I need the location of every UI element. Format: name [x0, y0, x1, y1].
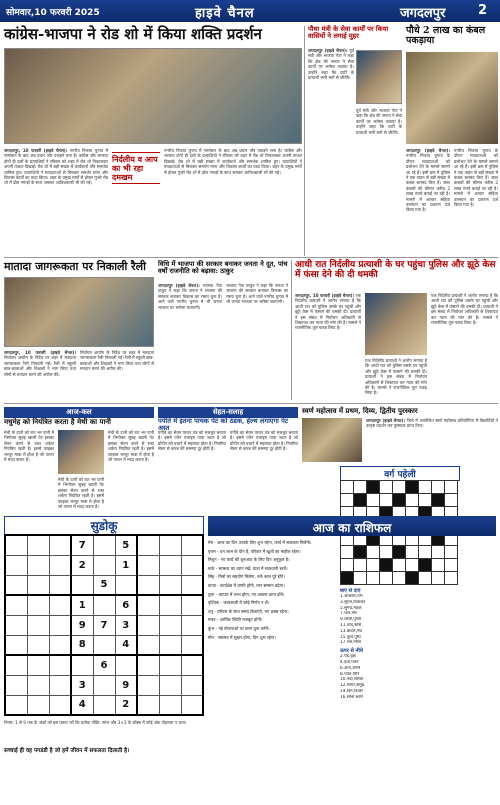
sudoku-cell[interactable] [181, 615, 203, 635]
story2-body [406, 148, 450, 254]
story4-headline[interactable]: मातादा जागरूकता पर निकाली रैली [4, 260, 146, 273]
sudoku-cell[interactable] [5, 575, 27, 595]
row-divider [4, 257, 498, 258]
sudoku-cell[interactable]: 3 [71, 675, 93, 695]
story6-body-cont2 [431, 293, 498, 400]
crossword-clues [340, 588, 496, 802]
sudoku-cell[interactable] [159, 575, 181, 595]
story4-text: निर्वाचन आयोग के निर्देश पर शहर में मतदाता जागरूकता रैली निकाली गई। रैली में स्कूली छात्र-छात्राओं और शिक्षकों ने भाग लिया तथा लोगों से मतदान करने की अपील की। [4, 355, 76, 377]
sudoku-cell[interactable] [181, 695, 203, 715]
sudoku-cell[interactable] [137, 655, 159, 675]
roadshow-photo [4, 48, 302, 144]
sudoku-cell[interactable] [181, 595, 203, 615]
sudoku-cell[interactable] [93, 535, 115, 555]
sudoku-cell[interactable]: 9 [115, 675, 137, 695]
sudoku-grid[interactable] [4, 534, 204, 716]
rashifal-list [208, 540, 336, 802]
story2-body-cont [454, 148, 498, 254]
health-text-cont: मेथी के दानों को रात भर पानी में भिगोकर सुबह खाली पेट इसका सेवन करने से रक्त शर्करा नियंत्रित रहती है। इसमें फाइबर भरपूर मात्रा में होता है जो पाचन में मदद करता है। [58, 477, 104, 510]
sudoku-cell[interactable] [137, 575, 159, 595]
story3-body-cont [356, 108, 402, 254]
page-number: 2 [478, 3, 488, 18]
sudoku-cell[interactable] [137, 695, 159, 715]
rashi-item: सिंह - मित्रों का सहयोग मिलेगा, रुके काम पूरे होंगे। [208, 574, 285, 580]
rashi-item: कुंभ - नई योजनाओं पर काम शुरू करेंगे। [208, 625, 270, 631]
sudoku-title: सुडोकू [4, 516, 204, 535]
story6-text-cont2: एक निर्दलीय प्रत्याशी ने आरोप लगाया है कि आधी रात को पुलिस उसके घर पहुंची और झूठे केस में फंसाने की धमकी दी। प्रत्याशी ने इस संबंध में निर्वाचन अधिकारी से शिकायत कर न्याय की मांग की है। मामले ने राजनीतिक तूल पकड़ लिया है। [431, 293, 498, 326]
rashi-item: मीन - स्वास्थ्य में सुधार होगा, दिन शुभ रहेगा। [208, 634, 276, 640]
clue-item: 12.सागर,समुद्र [340, 683, 365, 689]
sudoku-cell[interactable] [71, 575, 93, 595]
story1-text-cont: नगरीय निकाय चुनाव में नामांकन के बाद अब प्रचार जोर पकड़ने लगा है। कांग्रेस और भाजपा दोनों ही दलों के प्रत्याशियों ने रविवार को शहर में रोड शो निकालकर अपनी ताकत दिखाई। रोड शो में बड़ी संख्या में कार्यकर्ता और समर्थक शामिल हुए। प्रत्याशियों ने मतदाताओं से मिलकर समर्थन मांगा और विकास कार्यों का वादा किया। शहर के प्रमुख मार्गों से होकर गुजरे रोड शो में ढोल नगाड़ों के साथ जमकर आतिशबाजी भी की गई। [164, 148, 302, 175]
clue-item: 10.नदी,सरिता [340, 677, 364, 683]
sudoku-cell[interactable] [137, 535, 159, 555]
story3-body [308, 48, 354, 178]
sudoku-cell[interactable]: 1 [115, 555, 137, 575]
story2-dateline: जगदलपुर (हाइवे चैनल)। [406, 148, 450, 153]
sudoku-cell[interactable] [159, 615, 181, 635]
sudoku-cell[interactable] [49, 535, 71, 555]
sudoku-cell[interactable] [115, 575, 137, 595]
sudoku-cell[interactable] [159, 635, 181, 655]
story4-dateline: जगदलपुर, 10 फरवरी (हाइवे चैनल)। [4, 350, 76, 355]
sudoku-cell[interactable] [181, 575, 203, 595]
story1-text: नगरीय निकाय चुनाव में नामांकन के बाद अब प्रचार जोर पकड़ने लगा है। कांग्रेस और भाजपा दोनों ही दलों के प्रत्याशियों ने रविवार को शहर में रोड शो निकालकर अपनी ताकत दिखाई। रोड शो में बड़ी संख्या में कार्यकर्ता और समर्थक शामिल हुए। प्रत्याशियों ने मतदाताओं से मिलकर समर्थन मांगा और विकास कार्यों का वादा किया। शहर के प्रमुख मार्गों से होकर गुजरे रोड शो में ढोल नगाड़ों के साथ जमकर आतिशबाजी भी की गई। [4, 148, 108, 186]
story5-headline[interactable]: विधि में भाजपा की सरकार बनाकर जनता ने दूत, पांच वर्षों राजनीति को बढ़ावा: ठाकुर [158, 260, 288, 276]
health2-text: पपीते का सेवन पाचन तंत्र को मजबूत बनाता है। इसमें पपेन एंजाइम पाया जाता है जो प्रोटीन को पचाने में सहायक होता है। नियमित सेवन से कब्ज की समस्या दूर होती है। [158, 430, 226, 452]
sudoku-cell[interactable] [49, 655, 71, 675]
clue-item: 11.चांद,शशि [340, 622, 362, 628]
sudoku-cell[interactable] [27, 655, 49, 675]
sudoku-cell[interactable] [27, 635, 49, 655]
sudoku-rules: नियम: 1 से 9 तक के अंकों को इस प्रकार भरें कि प्रत्येक पंक्ति, स्तंभ और 3×3 के बॉक्स में कोई अंक दोहराया न जाए। [4, 720, 187, 725]
sudoku-cell[interactable]: 7 [93, 615, 115, 635]
clues-across [340, 594, 496, 646]
row-divider-2 [4, 403, 498, 404]
health2-body [158, 430, 226, 510]
sudoku-cell[interactable]: 4 [115, 635, 137, 655]
sudoku-cell[interactable] [5, 555, 27, 575]
story4-body-cont [80, 350, 154, 400]
sudoku-cell[interactable] [93, 675, 115, 695]
story3-text-cont: पूर्व मंत्री और भाजपा नेता ने कहा कि क्षेत्र की जनता ने सेवा कार्यों पर भरोसा जताया है। उन्होंने कहा कि पार्टी के प्रत्याशी भारी मतों से जीतेंगे। [356, 108, 402, 135]
clue-item: 6.आग,अग्नि [340, 665, 361, 671]
sudoku-cell[interactable] [27, 675, 49, 695]
clue-item: 17.रात,निशा [340, 640, 362, 646]
sudoku-cell[interactable] [159, 695, 181, 715]
clues-across-title: बाएं से दाएं [340, 588, 361, 594]
sudoku-cell[interactable]: 7 [71, 535, 93, 555]
sudoku-cell[interactable]: 4 [71, 695, 93, 715]
health2-headline[interactable]: पपीते में इतना पाचक पेट को ठंडक, हेल्थ लगाएगा पेट अस्त [158, 417, 289, 433]
story1-body-cont [164, 148, 302, 254]
sudoku-cell[interactable] [49, 675, 71, 695]
story5-dateline: जगदलपुर (हाइवे चैनल)। [158, 283, 200, 288]
sudoku-cell[interactable] [181, 675, 203, 695]
sudoku-cell[interactable] [137, 615, 159, 635]
clue-item: 3.सूरज,दिवाकर [340, 599, 366, 605]
sudoku-cell[interactable]: 6 [115, 595, 137, 615]
health-text-cont2: मेथी के दानों को रात भर पानी में भिगोकर सुबह खाली पेट इसका सेवन करने से रक्त शर्करा नियंत्रित रहती है। इसमें फाइबर भरपूर मात्रा में होता है जो पाचन में मदद करता है। [108, 430, 154, 463]
story6-dateline: जगदलपुर, 10 फरवरी (हाइवे चैनल)। [295, 293, 355, 298]
story5-text-cont: भाजपा नेता ठाकुर ने कहा कि जनता ने भाजपा की सरकार बनाकर विकास का रास्ता चुना है। आने वाले नगरीय चुनाव में भी जनता भाजपा पर भरोसा जताएगी। [226, 283, 288, 305]
rashi-item: धनु - परिवार के साथ समय बिताएंगे, मन प्रसन्न रहेगा। [208, 608, 289, 614]
story7-body [366, 418, 498, 462]
sudoku-cell[interactable] [181, 555, 203, 575]
issue-date: सोमवार,10 फरवरी 2025 [6, 8, 100, 18]
story3-text: पूर्व मंत्री और भाजपा नेता ने कहा कि क्षेत्र की जनता ने सेवा कार्यों पर भरोसा जताया है। उन्होंने कहा कि पार्टी के प्रत्याशी भारी मतों से जीतेंगे। [308, 48, 354, 81]
sudoku-cell[interactable] [93, 555, 115, 575]
sudoku-cell[interactable] [5, 695, 27, 715]
newspaper-brand[interactable]: हाइवे चैनल [195, 6, 255, 21]
sudoku-cell[interactable] [5, 535, 27, 555]
blankets-photo [406, 52, 498, 144]
health-headline[interactable]: मधुमेह को नियंत्रित करता है मेथी का पानी [4, 417, 111, 426]
sudoku-cell[interactable] [137, 595, 159, 615]
rashi-item: मकर - आर्थिक स्थिति मजबूत होगी। [208, 617, 263, 623]
rashi-item: कन्या - कार्यक्षेत्र में प्रगति होगी, मान सम्मान बढ़ेगा। [208, 582, 285, 588]
health2-section-title: सेहत-सलाह [158, 407, 298, 418]
crossword-title: वर्ग पहेली [340, 466, 460, 481]
rashi-item: कर्क - स्वास्थ्य का ध्यान रखें, यात्रा में सावधानी बरतें। [208, 565, 288, 571]
health-body-cont [58, 477, 104, 510]
sudoku-cell[interactable] [181, 655, 203, 675]
story4-text-cont: निर्वाचन आयोग के निर्देश पर शहर में मतदाता जागरूकता रैली निकाली गई। रैली में स्कूली छात्र-छात्राओं और शिक्षकों ने भाग लिया तथा लोगों से मतदान करने की अपील की। [80, 350, 154, 372]
sudoku-cell[interactable] [71, 655, 93, 675]
sudoku-cell[interactable]: 5 [115, 535, 137, 555]
health-text: मेथी के दानों को रात भर पानी में भिगोकर सुबह खाली पेट इसका सेवन करने से रक्त शर्करा नियंत्रित रहती है। इसमें फाइबर भरपूर मात्रा में होता है जो पाचन में मदद करता है। [4, 430, 54, 463]
clue-item: 14.दिन,दिवस [340, 688, 363, 694]
story4-body [4, 350, 76, 400]
story2-text-cont: नगरीय निकाय चुनाव के दौरान मतदाताओं को प्रलोभन देने के मामले सामने आ रहे हैं। इसी क्रम में पुलिस ने एक वाहन से बड़ी संख्या में कंबल बरामद किए हैं। जब्त कंबलों की कीमत करीब 2 लाख रुपये बताई जा रही है। मामले में आचार संहिता उल्लंघन का प्रकरण दर्ज किया गया है। [454, 148, 498, 208]
rashi-item: तुला - व्यापार में लाभ होगा, नए अवसर प्राप्त होंगे। [208, 591, 285, 597]
clue-item: 15.फूल,पुष्प [340, 634, 361, 640]
sudoku-cell[interactable] [137, 555, 159, 575]
thought-of-day: सच्चाई ही वह पगडंडी है जो हमें जीवन में सफलता दिलाती है। [4, 748, 130, 754]
sudoku-cell[interactable] [49, 635, 71, 655]
story7-headline[interactable]: स्वर्ण महोत्सव में प्रथम, दिव्य, द्वितीय पुरस्कार [302, 406, 418, 415]
story5-body [158, 283, 222, 400]
story1-pullquote: निर्दलीय व आप का भी रहा दमखम [112, 152, 160, 184]
clue-item: 7.जल,नीर [340, 611, 357, 617]
methi-photo [58, 430, 104, 474]
sudoku-cell[interactable] [159, 535, 181, 555]
health-body [4, 430, 54, 510]
story6-headline[interactable]: आधी रात निर्दलीय प्रत्याशी के घर पहुंचा पुलिस और झूठे केस में फंसा देने की दी धमकी [295, 260, 496, 280]
sudoku-cell[interactable] [93, 595, 115, 615]
sudoku-cell[interactable]: 9 [71, 615, 93, 635]
sudoku-cell[interactable] [5, 615, 27, 635]
sudoku-cell[interactable]: 6 [93, 655, 115, 675]
sudoku-cell[interactable] [159, 655, 181, 675]
story7-dateline: जगदलपुर (हाइवे चैनल)। [366, 418, 406, 423]
story3-dateline: जगदलपुर (हाइवे चैनल)। [308, 48, 348, 53]
rashi-item: वृश्चिक - जल्दबाजी में कोई निर्णय न लें। [208, 600, 270, 606]
sudoku-cell[interactable] [49, 695, 71, 715]
sudoku-cell[interactable] [5, 655, 27, 675]
health-section-title: आज-कल [4, 407, 154, 418]
sudoku-cell[interactable] [5, 595, 27, 615]
health2-text-cont: पपीते का सेवन पाचन तंत्र को मजबूत बनाता है। इसमें पपेन एंजाइम पाया जाता है जो प्रोटीन को पचाने में सहायक होता है। नियमित सेवन से कब्ज की समस्या दूर होती है। [230, 430, 298, 452]
sudoku-cell[interactable] [159, 555, 181, 575]
story3-headline[interactable]: पौधा मंत्री के सेवा कार्यों पर किया वासियों ने लगाई मुहर [308, 25, 389, 41]
health2-body-cont [230, 430, 298, 510]
sudoku-cell[interactable] [181, 535, 203, 555]
masthead-bar [0, 0, 500, 22]
rashi-item: मेष - आज का दिन आपके लिए शुभ रहेगा, कार्य में सफलता मिलेगी। [208, 540, 312, 545]
sudoku-cell[interactable] [5, 635, 27, 655]
sudoku-cell[interactable] [49, 595, 71, 615]
sudoku-cell[interactable] [137, 635, 159, 655]
sudoku-cell[interactable] [27, 595, 49, 615]
clue-item: 1.आकाश,नभ [340, 594, 363, 599]
sudoku-cell[interactable] [27, 555, 49, 575]
sudoku-cell[interactable] [159, 595, 181, 615]
sudoku-cell[interactable] [159, 675, 181, 695]
story7-text: जिले में आयोजित स्वर्ण महोत्सव प्रतियोगिता में विद्यार्थियों ने उत्कृष्ट प्रदर्शन कर पुरस्कार प्राप्त किए। [366, 418, 498, 429]
rashifal-title: आज का राशिफल [208, 516, 496, 536]
clue-item: 13.बादल,मेघ [340, 628, 363, 634]
sudoku-cell[interactable] [93, 635, 115, 655]
clues-down-title: ऊपर से नीचे [340, 648, 363, 655]
sudoku-cell[interactable]: 2 [115, 695, 137, 715]
sudoku-cell[interactable] [115, 655, 137, 675]
sudoku-cell[interactable] [5, 675, 27, 695]
clue-item: 5.सुगंध,महक [340, 605, 362, 611]
sudoku-cell[interactable] [49, 555, 71, 575]
column-divider [304, 26, 305, 256]
story2-headline[interactable]: पौधे 2 लाख का कंबल पकड़ाया [406, 25, 486, 47]
sudoku-cell[interactable]: 1 [71, 595, 93, 615]
story5-body-cont [226, 283, 288, 400]
story1-dateline: जगदलपुर, 10 फरवरी (हाइवे चैनल)। [4, 148, 68, 153]
story1-body [4, 148, 108, 254]
rashi-item: वृषभ - धन लाभ के योग हैं, परिवार में खुशी का माहौल रहेगा। [208, 548, 301, 554]
health-body-cont2 [108, 430, 154, 510]
story6-text: एक निर्दलीय प्रत्याशी ने आरोप लगाया है कि आधी रात को पुलिस उसके घर पहुंची और झूठे केस में फंसाने की धमकी दी। प्रत्याशी ने इस संबंध में निर्वाचन अधिकारी से शिकायत कर न्याय की मांग की है। मामले ने राजनीतिक तूल पकड़ लिया है। [295, 293, 361, 331]
story5-text: भाजपा नेता ठाकुर ने कहा कि जनता ने भाजपा की सरकार बनाकर विकास का रास्ता चुना है। आने वाले नगरीय चुनाव में भी जनता भाजपा पर भरोसा जताएगी। [158, 283, 222, 310]
sudoku-cell[interactable] [27, 695, 49, 715]
clue-item: 4.हवा,पवन [340, 659, 359, 665]
story6-body-cont [365, 358, 427, 400]
sudoku-cell[interactable] [49, 615, 71, 635]
clue-item: 16.सोना,स्वर्ण [340, 694, 363, 700]
award-photo [302, 418, 362, 462]
edition-city: जगदलपुर [400, 6, 446, 21]
sudoku-cell[interactable] [27, 615, 49, 635]
sudoku-cell[interactable] [27, 575, 49, 595]
clues-down [340, 654, 496, 700]
sudoku-cell[interactable] [49, 575, 71, 595]
sudoku-cell[interactable] [137, 675, 159, 695]
story6-text-cont: एक निर्दलीय प्रत्याशी ने आरोप लगाया है कि आधी रात को पुलिस उसके घर पहुंची और झूठे केस में फंसाने की धमकी दी। प्रत्याशी ने इस संबंध में निर्वाचन अधिकारी से शिकायत कर न्याय की मांग की है। मामले ने राजनीतिक तूल पकड़ लिया है। [365, 358, 427, 396]
rally-photo [4, 277, 154, 347]
sudoku-cell[interactable] [93, 695, 115, 715]
sudoku-cell[interactable]: 3 [115, 615, 137, 635]
leader-photo [356, 50, 402, 104]
story6-body [295, 293, 361, 400]
sudoku-cell[interactable]: 8 [71, 635, 93, 655]
story2-text: नगरीय निकाय चुनाव के दौरान मतदाताओं को प्रलोभन देने के मामले सामने आ रहे हैं। इसी क्रम में पुलिस ने एक वाहन से बड़ी संख्या में कंबल बरामद किए हैं। जब्त कंबलों की कीमत करीब 2 लाख रुपये बताई जा रही है। मामले में आचार संहिता उल्लंघन का प्रकरण दर्ज किया गया है। [406, 153, 450, 213]
sudoku-cell[interactable] [181, 635, 203, 655]
story1-headline[interactable]: कांग्रेस-भाजपा ने रोड शो में किया शक्ति प्रदर्शन [4, 25, 262, 43]
candidate-photo [365, 293, 427, 355]
clue-item: 2.पेड़,वृक्ष [340, 654, 356, 660]
sudoku-cell[interactable]: 2 [71, 555, 93, 575]
clue-item: 8.पर्वत,गिरि [340, 671, 360, 677]
sudoku-cell[interactable] [27, 535, 49, 555]
rashi-item: मिथुन - नए कार्य की शुरुआत के लिए दिन अनुकूल है। [208, 557, 290, 563]
sudoku-cell[interactable]: 5 [93, 575, 115, 595]
clue-item: 9.धरती,पृथ्वी [340, 617, 362, 623]
column-divider-2 [291, 260, 292, 400]
